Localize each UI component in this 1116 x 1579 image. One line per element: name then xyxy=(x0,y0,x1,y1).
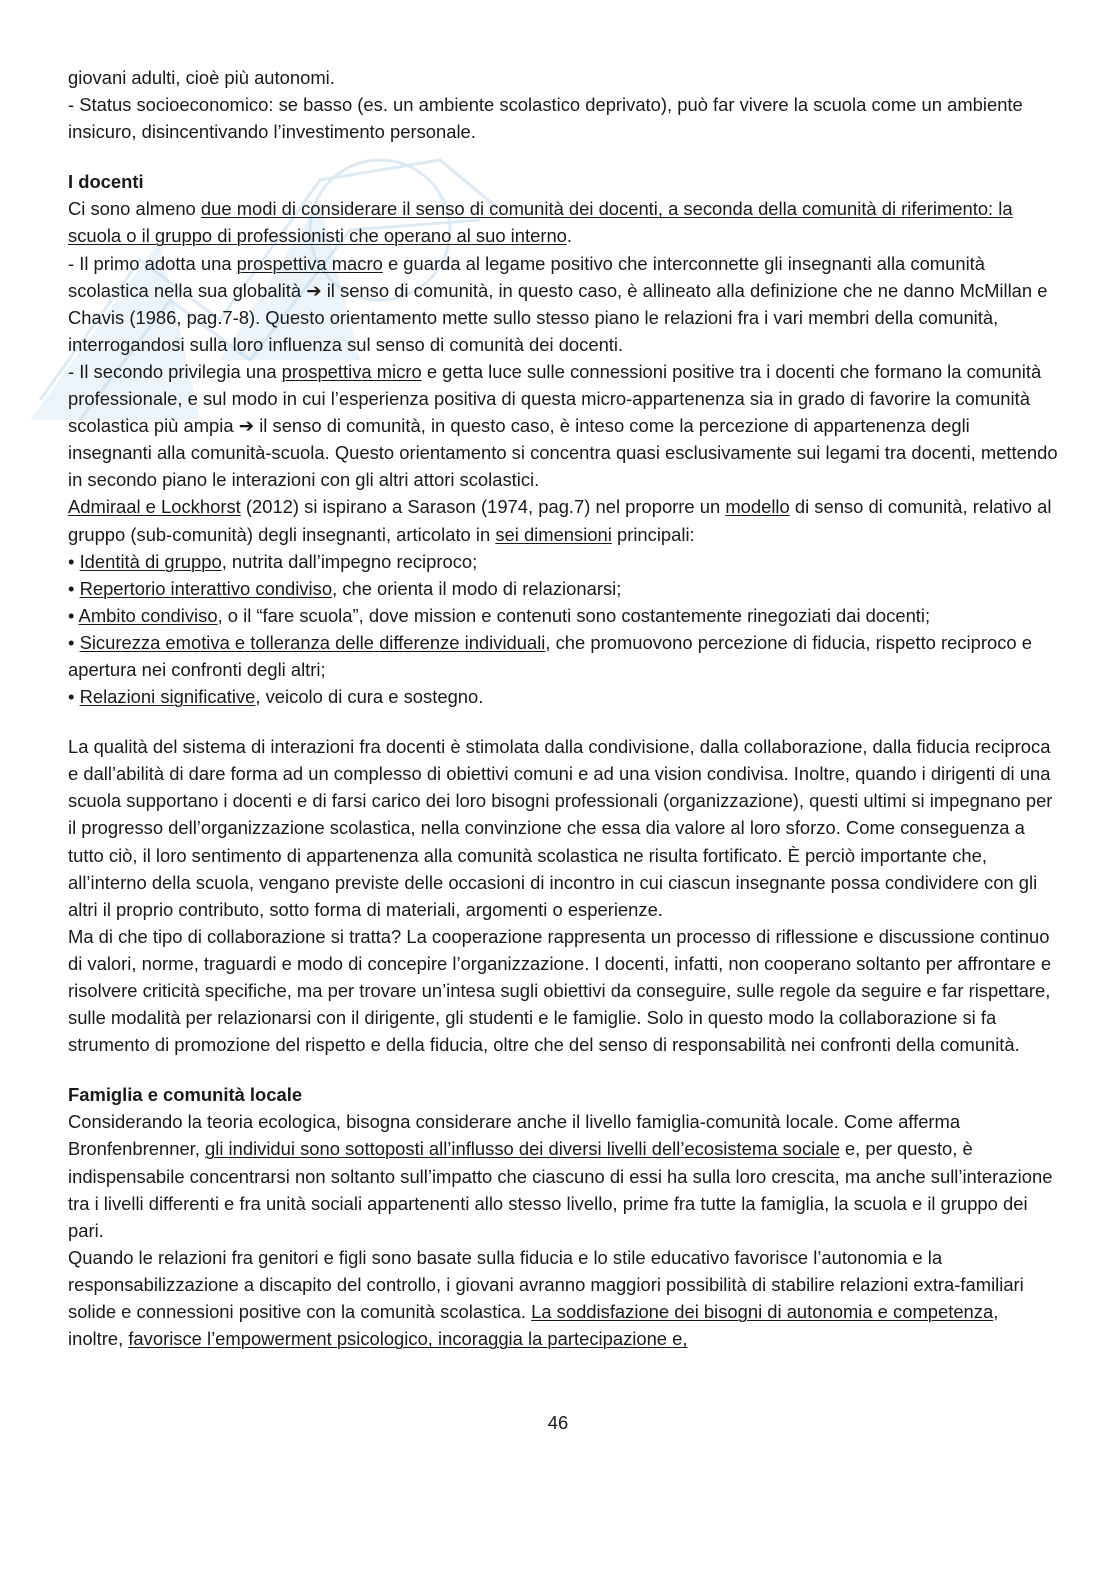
famiglia-paragraph-1: Considerando la teoria ecologica, bisogna considerare anche il livello famiglia-comunità locale. Come afferma Bronfenbrenner, gli individui sono sottoposti all’influsso dei diversi livelli dell’ecosistema sociale e, per questo, è indispensabile concentrarsi non soltanto sull’impatto che ciascuno di essi ha sulla loro crescita, ma anche sull’interazione tra i livelli differenti e fra unità sociali appartenenti allo stesso livello, prime fra tutte la famiglia, la scuola e il gruppo dei pari. xyxy=(68,1111,1053,1241)
qualita-paragraph-1: La qualità del sistema di interazioni fra docenti è stimolata dalla condivisione, dalla collaborazione, dalla fiducia reciproca e dall’abilità di dare forma ad un complesso di obiettivi comuni e ad una vision condivisa. Inoltre, quando i dirigenti di una scuola supportano i docenti e di farsi carico dei loro bisogni professionali (organizzazione), questi ultimi si impegnano per il progresso dell’organizzazione scolastica, nella convinzione che essa dia valore al loro sforzo. Come conseguenza a tutto ciò, il loro sentimento di appartenenza alla comunità scolastica ne risulta fortificato. È perciò importante che, all’interno della scuola, vengano previste delle occasioni di incontro in cui ciascun insegnante possa condividere con gli altri il proprio contributo, sotto forma di materiali, argomenti o esperienze. xyxy=(68,736,1053,920)
heading-docenti: I docenti xyxy=(68,171,144,193)
intro-line-1: giovani adulti, cioè più autonomi. xyxy=(68,67,335,88)
docenti-prospettiva-macro: - Il primo adotta una prospettiva macro e guarda al legame positivo che interconnette gli insegnanti alla comunità scolastica nella sua globalità ➔ il senso di comunità, in questo caso, è allineato alla definizione che ne danno McMillan e Chavis (1986, pag.7-8). Questo orientamento mette sullo stesso piano le relazioni fra i vari membri della comunità, interrogandosi sulla loro influenza sul senso di comunità dei docenti. xyxy=(68,252,1048,355)
qualita-paragraph-2: Ma di che tipo di collaborazione si tratta? La cooperazione rappresenta un processo di riflessione e discussione continuo di valori, norme, traguardi e modo di concepire l’organizzazione. I docenti, infatti, non cooperano soltanto per affrontare e risolvere criticità specifiche, ma per trovare un’intesa sugli obiettivi da conseguire, sulle regole da seguire e far rispettare, sulle modalità per relazionarsi con il dirigente, gli studenti e le famiglie. Solo in questo modo la collaborazione si fa strumento di promozione del rispetto e della fiducia, oltre che del senso di responsabilità nei confronti della comunità. xyxy=(68,925,1052,1056)
docenti-prospettiva-micro: - Il secondo privilegia una prospettiva micro e getta luce sulle connessioni positive tra i docenti che formano la comunità professionale, e sul modo in cui l’esperienza positiva di questa micro-appartenenza sia in grado di favorire la comunità scolastica più ampia ➔ il senso di comunità, in questo caso, è inteso come la percezione di appartenenza degli insegnanti alla comunità-scuola. Questo orientamento si concentra quasi esclusivamente sui legami tra docenti, mettendo in secondo piano le interazioni con gli altri attori scolastici. xyxy=(68,360,1058,491)
list-item: • Ambito condiviso, o il “fare scuola”, dove mission e contenuti sono costantemente rinegoziati dai docenti; xyxy=(68,604,931,626)
docenti-paragraph-1: Ci sono almeno due modi di considerare il senso di comunità dei docenti, a seconda della comunità di riferimento: la scuola o il gruppo di professionisti che operano al suo interno. xyxy=(68,198,1013,247)
page-number: 46 xyxy=(547,1412,569,1433)
intro-status-socioeconomico: - Status socioeconomico: se basso (es. un ambiente scolastico deprivato), può far vivere la scuola come un ambiente insicuro, disincentivando l’investimento personale. xyxy=(68,94,1023,143)
heading-famiglia: Famiglia e comunità locale xyxy=(68,1084,303,1106)
list-item: • Relazioni significative, veicolo di cura e sostegno. xyxy=(68,686,484,708)
docenti-modello: Admiraal e Lockhorst (2012) si ispirano a Sarason (1974, pag.7) nel proporre un modello di senso di comunità, relativo al gruppo (sub-comunità) degli insegnanti, articolato in sei dimensioni principali: xyxy=(68,496,1052,545)
list-item: • Sicurezza emotiva e tolleranza delle differenze individuali, che promuovono percezione di fiducia, rispetto reciproco e apertura nei confronti degli altri; xyxy=(68,631,1032,680)
famiglia-paragraph-2: Quando le relazioni fra genitori e figli sono basate sulla fiducia e lo stile educativo favorisce l’autonomia e la responsabilizzazione a discapito del controllo, i giovani avranno maggiori possibilità di stabilire relazioni extra-familiari solide e connessioni positive con la comunità scolastica. La soddisfazione dei bisogni di autonomia e competenza, inoltre, favorisce l’empowerment psicologico, incoraggia la partecipazione e, xyxy=(68,1246,1024,1350)
document-body xyxy=(68,64,1058,1352)
list-item: • Identità di gruppo, nutrita dall’impegno reciproco; xyxy=(68,550,478,572)
list-item: • Repertorio interattivo condiviso, che orienta il modo di relazionarsi; xyxy=(68,577,622,599)
